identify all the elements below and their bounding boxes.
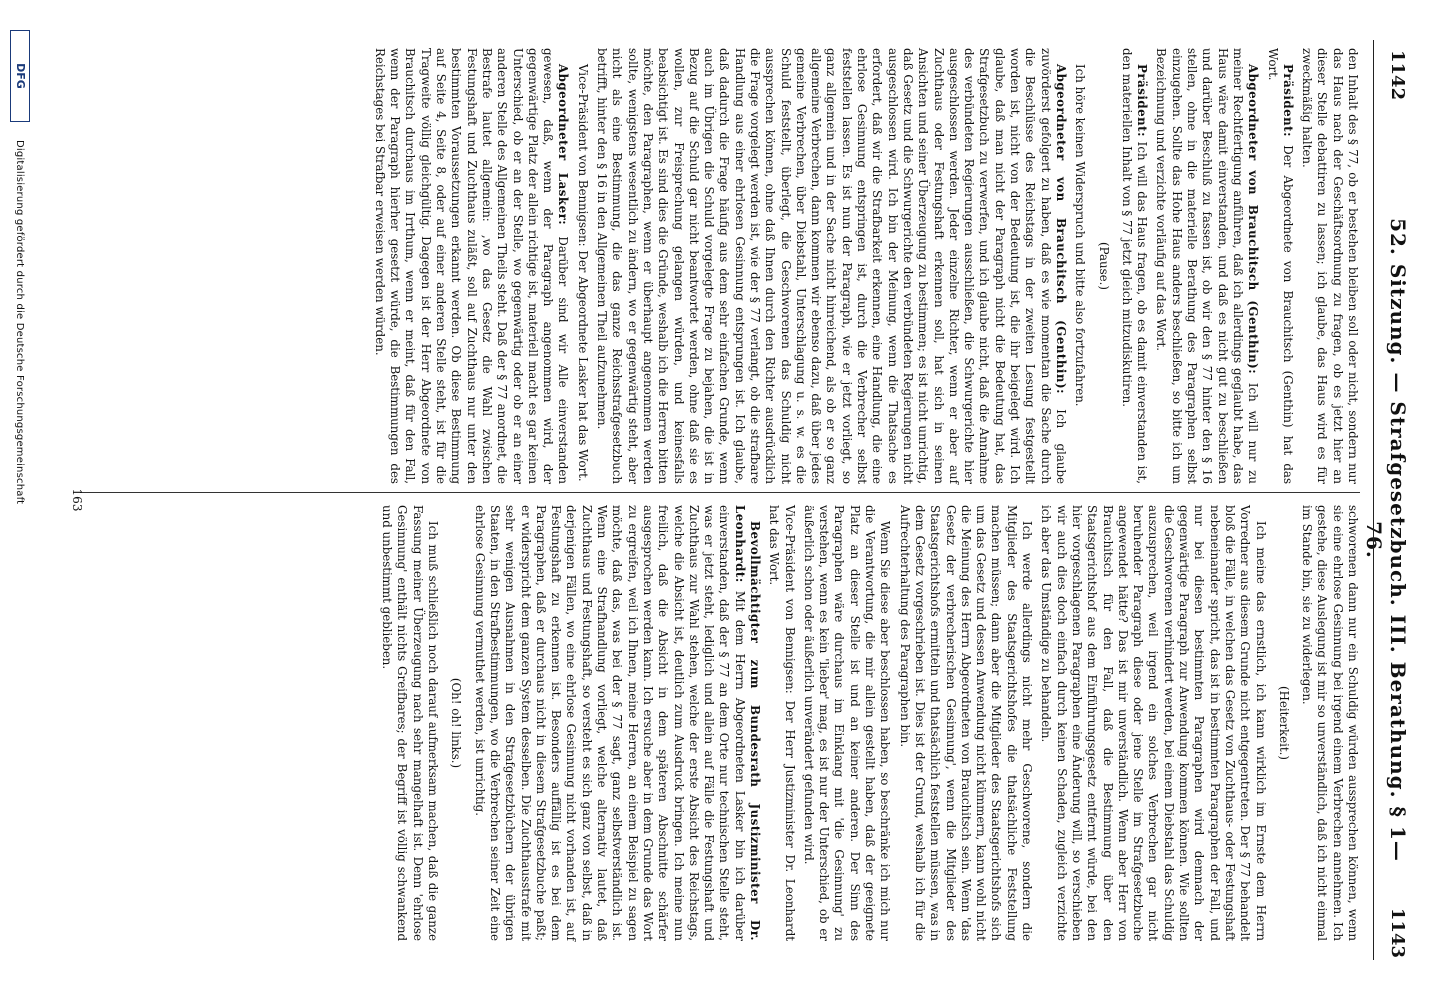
right-text-column (375, 505, 1360, 941)
paragraph-text: (Pause.) (1096, 241, 1111, 291)
paragraph (801, 505, 893, 941)
paragraph (1072, 48, 1087, 484)
paragraph (574, 48, 589, 484)
paragraph (1119, 48, 1150, 484)
paragraph-text: Ich will das Haus fragen, ob es damit einverstanden ist, den materiellen Inhalt von § 77 jetzt gleich mitzudiskutiren. (1119, 48, 1150, 485)
speaker-name: Abgeordneter von Brauchitsch (Genthin): (1246, 64, 1261, 375)
paragraph-text: Ich will nur zu meiner Rechtfertigung anführen, daß ich allerdings geglaubt habe, das Haus wäre damit einverstanden, und daß es nicht gut zu beschließen und darüber Beschluß zu fassen ist, ob wir den § 77 hinter den § 16 stellen, ohne in die materielle Berathung des Paragraphen selbst einzugehen. Sollte das Hohe Haus anders beschließen, so bitte ich um Bezeichnung und verzichte vorläufig auf das Wort. (1154, 48, 1261, 484)
stage-direction (448, 505, 463, 941)
paragraph-text: Der Abgeordnete von Brauchitsch (Genthin) hat das Wort. (1265, 48, 1295, 485)
speaker-name: Abgeordneter Lasker: (556, 64, 571, 226)
paragraph-text: Ich muß schließlich noch darauf aufmerksam machen, daß die ganze Fassung meiner Überzeugung nach sehr mangelhaft ist. Denn 'ehrlose Gesinnung' enthält nichts Greifbares; der Begriff ist völlig schwankend und unbestimmt geblieben. (380, 505, 441, 941)
paragraph (1299, 48, 1360, 484)
paragraph (471, 505, 762, 941)
header-rule (1373, 40, 1374, 960)
footer-page-number: 163 (70, 488, 84, 512)
paragraph-text: Ich meine das ernstlich, ich kann wirklich im Ernste dem Herrn Vorredner aus diesem Grunde nicht entgegentreten. Der § 77 behandelt bloß die Fälle, in welchen das Gesetz von Zuchthaus- oder Festungshaft nebeneinander spricht, das ist in bestimmten Paragraphen der Fall, und nur bei diesen bestimmten Paragraphen wird demnach der gegenwärtige Paragraph zur Anwendung kommen können. Wie sollten die Geschworenen verhindert werden, bei einem Diebstahl das Schuldig auszusprechen, weil irgend ein solches Verbrechen gar nicht beruhender Paragraph diese oder jene Stelle im Strafgesetzbuche angewendet hätte? Das ist mir unverständlich. Wenn aber Herr von Brauchitsch für den Fall, daß die Bestimmung über den Staatsgerichtshof aus dem Einführungsgesetz entfernt würde, bei den hier vorgeschlagenen Paragraphen eine Änderung will, so verschieben wir auch dies doch einfach durch keinen Schaden, zugleich verzichte ich aber das Umständige zu behandeln. (1039, 505, 1268, 941)
paragraph (896, 505, 1034, 941)
running-header: 52. Sitzung. — Strafgesetzbuch. III. Berathung. § 1—76. (1362, 218, 1410, 862)
paragraph (379, 505, 440, 941)
stage-direction (1095, 48, 1110, 484)
paragraph (1264, 48, 1295, 484)
paragraph-text: Ich höre keinen Widerspruch und bitte also fortzufahren. (1073, 64, 1088, 407)
page-number-left: 1142 (1387, 50, 1408, 101)
stage-direction (1276, 505, 1291, 941)
paragraph-text: Ich werde allerdings nicht mehr Geschworene, sondern die Mitglieder des Staatsgerichtshofes die thatsächliche Feststellung machen müssen; dann aber die Mitglieder des Staatsgerichtshofs sich um das Gesetz und dessen Anwendung nicht kümmern, kann wohl nicht die Meinung des Herrn Abgeordneten von Brauchitsch sein. Wenn 'das Gesetz der verbrecherischen Gesinnung', wenn die Mitglieder des Staatsgerichtshofs ermitteln und thatsächlich feststellen müssen, was in dem Gesetz vorgeschrieben ist. Dies ist der Grund, weshalb ich für die Aufrechterhaltung des Paragraphen bin. (897, 505, 1035, 941)
paragraph-text: (Heiterkeit.) (1276, 685, 1291, 760)
paragraph-text: den Inhalt des § 77, ob er bestehen bleiben soll oder nicht, sondern nur das Haus nach der Geschäftsordnung zu fragen, ob es jetzt hier an dieser Stelle debattiren zu lassen; ich glaube, das Haus wird es für zweckmäßig halten. (1300, 48, 1360, 484)
left-text-column (368, 48, 1360, 484)
paragraph-text: Mit dem Herrn Abgeordneten Lasker bin ich darüber einverstanden, daß der § 77 an dem Orte nur technischen Stelle steht, was er jetzt steht, lediglich und allein auf Fälle die Festungshaft und Zuchthaus zur Wahl stehen, welche der erste Absicht des Reichstags, welche die Absicht ist, deutlich zum Ausdruck bringen. Ich meine nun freilich, daß die Absicht in dem späteren Abschnitte schärfer ausgesprochen werden kann. Ich ersuche aber in dem Grunde das Wort zu ergreifen, weil ich Ihnen, meine Herren, an einem Beispiel zu sagen möchte, daß das, was bei der § 77 sagt, ganz selbstverständlich ist. Wenn eine Strafhandlung vorliegt, welche alternativ lautet, daß Zuchthaus und Festungshaft, so versteht es sich ganz von selbst, daß in derjenigen Fällen, wo eine ehrlose Gesinnung nicht vorhanden ist, auf Festungshaft zu erkennen ist. Besonders auffällig ist es bei dem Paragraphen, daß er durchaus nicht in diesem Strafgesetzbuche paßt; er widerspricht dem ganzen System desselben. Die Zuchthausstrafe mit sehr wenigen Ausnahmen in den Strafgesetzbüchern der übrigen Staaten, in den Strafbestimmungen, wo die Verbrechen seiner Zeit eine ehrlose Gesinnung vermuthet werden, ist unrichtig. (472, 505, 747, 942)
speaker-name: Präsident: (1135, 64, 1150, 137)
paragraph-text: Darüber sind wir Alle einverstanden gewesen, daß, wenn der Paragraph angenommen wird, der gegenwärtige Platz der allein richtige ist, materiell macht es gar keinen Unterschied, ob er an der Stelle, wo gegenwärtig oder ob er an einer anderen Stelle des Allgemeinen Theils steht. Daß der § 77 anordnet, die Bestrafe lautet allgemein: ‚wo das Gesetz die Wahl zwischen Festungshaft und Zuchthaus zuläßt, soll auf Zuchthaus nur unter den bestimmten Voraussetzungen erkannt werden. Ob diese Bestimmung auf Seite 4, Seite 8, oder auf einer anderen Stelle steht, ist für die Tragweite völlig gleichgültig. Dagegen ist der Herr Abgeordnete von Brauchitsch durchaus im Irrthum, wenn er meint, daß für den Fall, wenn der Paragraph hierher gesetzt würde, die Bestimmungen des Reichstages bei Strafbar erweisen werden würden. (372, 48, 571, 484)
paragraph-text: Vice-Präsident von Bennigsen: Der Abgeordnete Lasker hat das Wort. (575, 64, 590, 482)
paragraph (766, 505, 797, 941)
speaker-name: Bevollmächtigter zum Bundesrath Justizminister Dr. Leonhardt: (732, 505, 763, 941)
paragraph-text: (Oh! oh! links.) (449, 677, 464, 769)
paragraph-text: Wenn Sie diese aber beschlossen haben, so beschränke ich mich nur die Verantwortung, die mir allein gestellt haben, daß der geeignete Platz an dieser Stelle ist und an keiner anderen. Der Sinn des Paragraphen wäre durchaus im Einklang mit 'die Gesinnung' zu verstehen, wenn es kein 'lieber' mag, es ist nur der Unterschied, ob er äußerlich schon oder äußerlich unverändert gefunden wird. (801, 505, 893, 941)
paragraph (594, 48, 1068, 484)
speaker-name: Präsident: (1280, 64, 1295, 137)
paragraph (1299, 505, 1360, 941)
paragraph-text: schworenen dann nur ein Schuldig würden aussprechen können, wenn sie eine ehrlose Gesinnung bei irgend einem Verbrechen annehmen. Ich gestehe, diese Auslegung ist mir so unverständlich, daß ich nicht einmal im Stande bin, sie zu widerlegen. (1300, 505, 1360, 941)
paragraph (1038, 505, 1267, 941)
digitization-note: Digitalisierung gefördert durch die Deutsche Forschungsgemeinschaft (14, 140, 25, 505)
page-number-right: 1143 (1387, 907, 1408, 958)
paragraph (1153, 48, 1260, 484)
paragraph (372, 48, 571, 484)
dfg-logo: DFG (10, 30, 30, 122)
paragraph-text: Ich glaube zuvörderst gefolgert zu haben, daß es wie momentan die Sache durch die Beschlüsse des Reichstags in der zweiten Lesung festgestellt worden ist, nicht von der Bedeutung ist, die ihr beigelegt wird. Ich glaube, daß man nicht der Paragraph nicht die Bedeutung hat, das Strafgesetzbuch zu verwerfen, und ich glaube nicht, daß die Annahme des verbündeten Regierungen ausschließen, die Schwurgerichte hier ausgeschlossen werden. Jeder einzelne Richter, wenn er aber auf Zuchthaus oder Festungshaft erkennen soll, hat sich in seinen Ansichten und seiner Überzeugung zu bestimmen; es ist nicht unrichtig, daß Gesetz und die Schwurgerichte den verbündeten Regierungen nicht ausgeschlossen wird. Ich bin der Meinung, wenn die Thatsache es erfordert, daß wir die Strafbarkeit erkennen, eine Handlung, die eine ehrlose Gesinnung entspringen ist, durch die Verbrecher selbst feststellen lassen. Es ist nun der Paragraph, wie er jetzt vorliegt, so ganz allgemein und in der Sache nicht hinreichend, als ob er so ganz allgemeine Verbrechen, dann kommen wir ebenso dazu, daß über jedes gemeine Verbrechen, über Diebstahl, Unterschlagung u. s. w. es die Schuld feststellt, überlegt, die Geschworenen das Schuldig nicht aussprechen können, ohne daß Ihnen durch den Richter ausdrücklich die Frage vorgelegt werden ist, wie der § 77 verlangt, ob die strafbare Handlung aus einer ehrlosen Gesinnung entsprungen ist. Ich glaube, daß dadurch die Frage häufig aus dem sehr einfachen Grunde, wenn auch im Übrigen die Schuld vorgelegte Frage zu bejahen, die ist in Bezug auf die Schuld gar nicht beantwortet werden, ohne daß sie es wollen, zur Freisprechung gelangen würden, und keinesfalls beabsichtigt ist. Es sind dies die Gründe, weshalb ich die Herren bitten möchte, den Paragraphen, wenn er überhaupt angenommen werden sollte, wenigstens wesentlich zu ändern, wo er gegenwärtig steht, aber nicht als eine Bestimmung, die das ganze Reichsstrafgesetzbuch betrifft, hinter den § 16 in den Allgemeinen Theil aufzunehmen. (595, 48, 1068, 485)
column-divider (80, 492, 1360, 493)
paragraph-text: Vice-Präsident von Bennigsen: Der Herr Justizminister Dr. Leonhardt hat das Wort. (767, 505, 797, 941)
speaker-name: Abgeordneter von Brauchitsch (Genthin): (1053, 64, 1068, 394)
